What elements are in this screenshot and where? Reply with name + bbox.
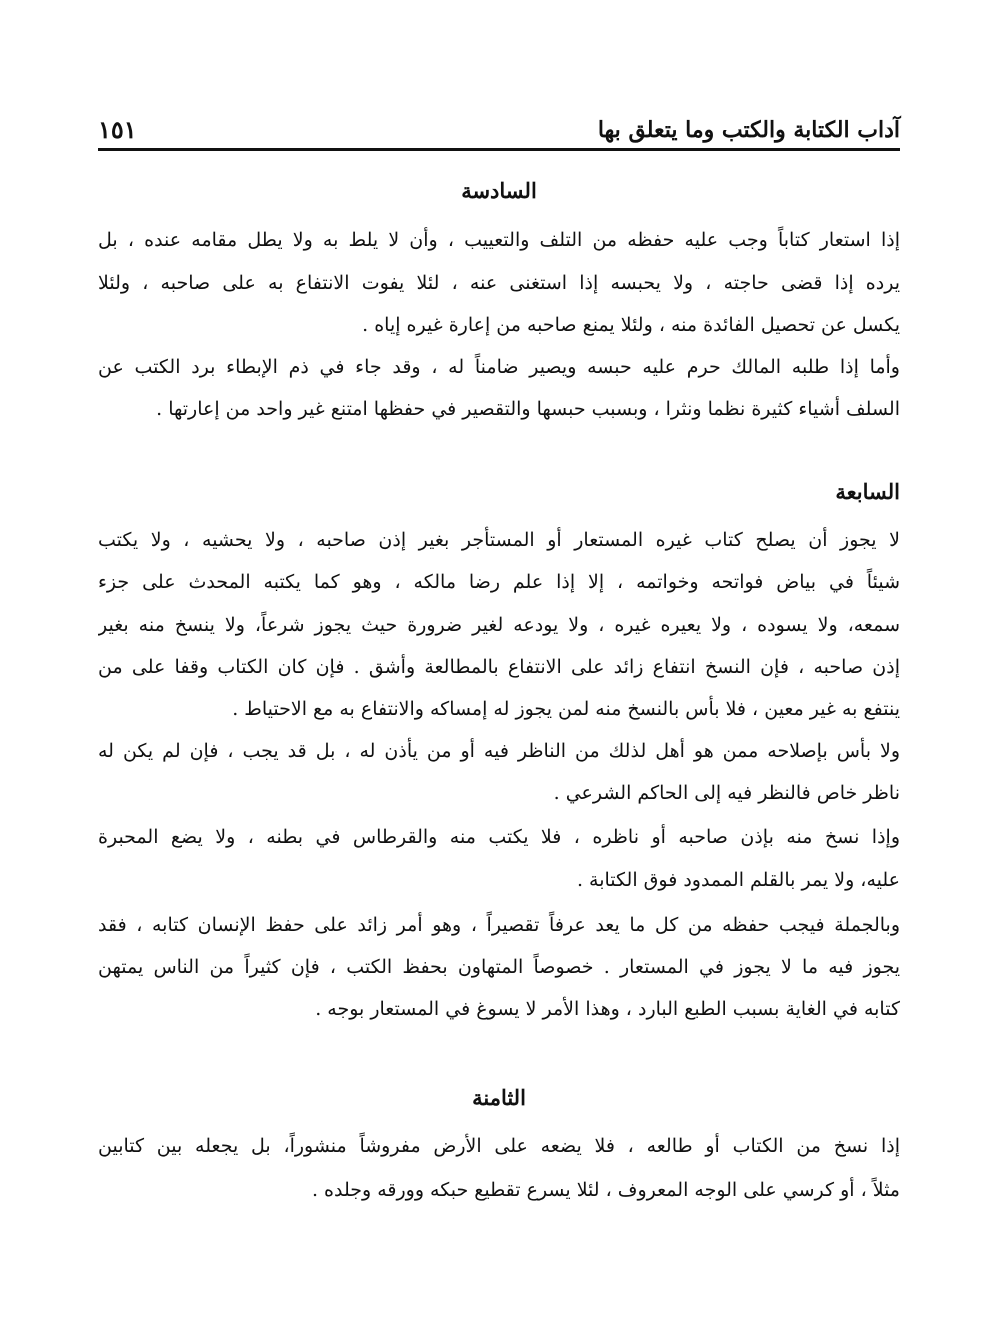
- paragraph-line: إذا استعار كتاباً وجب عليه حفظه من التلف والتعييب ، وأن لا يلط به ولا يطل مقامه عنده ، بل: [98, 229, 900, 251]
- paragraph-line: وبالجملة فيجب حفظه من كل ما يعد عرفاً تقصيراً ، وهو أمر زائد على حفظ الإنسان كتابه ، فقد: [98, 914, 900, 936]
- running-title: آداب الكتابة والكتب وما يتعلق بها: [597, 117, 900, 143]
- paragraph-line: السلف أشياء كثيرة نظما ونثرا ، وبسبب حبسها والتقصير في حفظها امتنع غير واحد من إعارتها .: [156, 398, 900, 420]
- paragraph-line: ناظر خاص فالنظر فيه إلى الحاكم الشرعي .: [553, 782, 900, 804]
- paragraph-line: يرده إذا قضى حاجته ، ولا يحبسه إذا استغنى عنه ، لئلا يفوت الانتفاع به على صاحبه ، ولئلا: [98, 272, 900, 294]
- paragraph-line: إذا نسخ من الكتاب أو طالعه ، فلا يضعه على الأرض مفروشاً منشوراً، بل يجعله بين كتابين: [98, 1135, 900, 1157]
- section-heading-seventh: السابعة: [835, 479, 900, 504]
- paragraph-line: وإذا نسخ منه بإذن صاحبه أو ناظره ، فلا يكتب منه والقرطاس في بطنه ، ولا يضع المحبرة: [98, 826, 900, 848]
- running-header: [98, 113, 900, 149]
- paragraph-line: ولا بأس بإصلاحه ممن هو أهل لذلك من الناظر فيه أو من يأذن له ، بل قد يجب ، فإن لم يكن له: [98, 740, 900, 762]
- page-number: ١٥١: [98, 115, 137, 144]
- header-rule: [98, 148, 900, 151]
- paragraph-line: سمعه، ولا يسوده ، ولا يعيره غيره ، ولا يودعه لغير ضرورة حيث يجوز شرعاً، ولا ينسخ منه بغير: [98, 614, 900, 636]
- paragraph-line: كتابه في الغاية بسبب الطبع البارد ، وهذا الأمر لا يسوغ في المستعار بوجه .: [315, 998, 900, 1020]
- paragraph-line: إذن صاحبه ، فإن النسخ انتفاع زائد على الانتفاع بالمطالعة وأشق . فإن كان الكتاب وقفا على من: [98, 656, 900, 678]
- paragraph-line: لا يجوز أن يصلح كتاب غيره المستعار أو المستأجر بغير إذن صاحبه ، ولا يحشيه ، ولا يكتب: [98, 529, 900, 551]
- paragraph-line: عليه، ولا يمر بالقلم الممدود فوق الكتابة .: [576, 869, 900, 891]
- paragraph-line: يجوز فيه ما لا يجوز في المستعار . خصوصاً المتهاون بحفظ الكتب ، فإن كثيراً من الناس يمتهن: [98, 956, 900, 978]
- paragraph-line: وأما إذا طلبه المالك حرم عليه حبسه ويصير ضامناً له ، وقد جاء في ذم الإبطاء برد الكتب عن: [98, 356, 900, 378]
- paragraph-line: ينتفع به غير معين ، فلا بأس بالنسخ منه لمن يجوز له إمساكه والانتفاع به مع الاحتياط .: [232, 698, 900, 720]
- paragraph-line: يكسل عن تحصيل الفائدة منه ، ولئلا يمنع صاحبه من إعارة غيره إياه .: [362, 314, 900, 336]
- section-heading-eighth: الثامنة: [472, 1085, 526, 1110]
- paragraph-line: شيئاً في بياض فواتحه وخواتمه ، إلا إذا علم رضا مالكه ، وهو كما يكتبه المحدث على جزء: [98, 571, 900, 593]
- paragraph-line: مثلاً ، أو كرسي على الوجه المعروف ، لئلا يسرع تقطيع حبكه وورقه وجلده .: [311, 1179, 900, 1201]
- section-heading-sixth: السادسة: [461, 178, 537, 203]
